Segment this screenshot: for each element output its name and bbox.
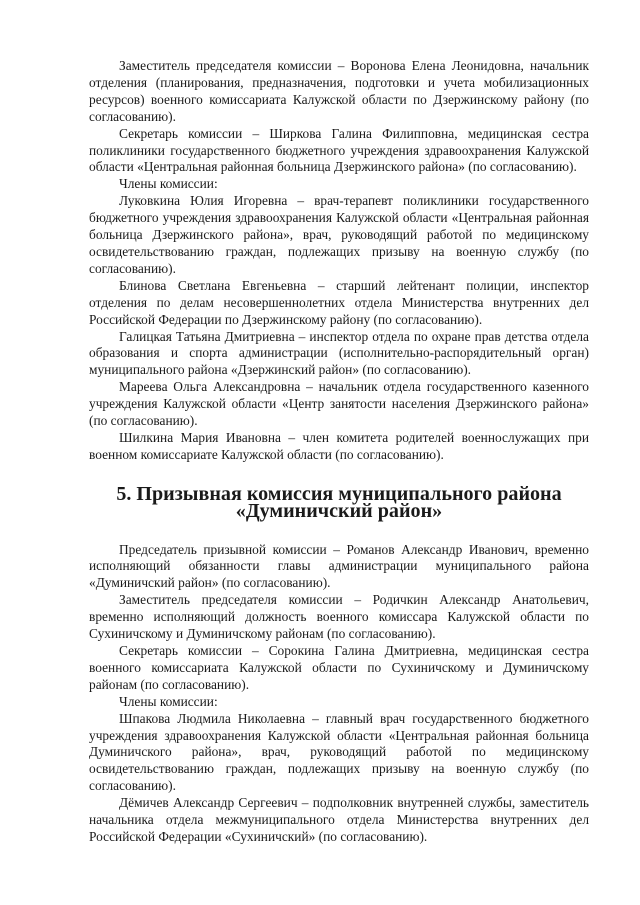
section-5-heading-line2: «Думиничский район» [235, 499, 443, 522]
paragraph-member-galitskaya: Галицкая Татьяна Дмитриевна – инспектор отдела по охране прав детства отдела образования и спорта администрации (исполнительно-распорядительный орган) муниципального района «Дзержинский район» (по согласованию). [89, 328, 589, 378]
paragraph-members-label: Члены комиссии: [119, 693, 218, 709]
section-5-heading [89, 482, 589, 522]
paragraph-member-shilkina: Шилкина Мария Ивановна – член комитета родителей военнослужащих при военном комиссариате Калужской области (по согласованию). [89, 429, 589, 462]
paragraph-deputy-chair: Заместитель председателя комиссии – Воронова Елена Леонидовна, начальник отделения (планирования, предназначения, подготовки и учета мобилизационных ресурсов) военного комиссариата Калужской области по Дзержинскому району (по согласованию). [89, 58, 589, 124]
paragraph-member-demichev: Дёмичев Александр Сергеевич – подполковник внутренней службы, заместитель начальника отдела межмуниципального отдела Министерства внутренних дел Российской Федерации «Сухиничский» (по согласованию). [89, 795, 589, 844]
paragraph-chair: Председатель призывной комиссии – Романов Александр Иванович, временно исполняющий обязанности главы администрации муниципального района «Думиничский район» (по согласованию). [89, 541, 589, 591]
document-page [89, 58, 589, 846]
paragraph-members-label: Члены комиссии: [119, 176, 218, 192]
paragraph-secretary: Секретарь комиссии – Сорокина Галина Дмитриевна, медицинская сестра военного комиссариата Калужской области по Сухиничскому и Думиничскому районам (по согласованию). [89, 643, 589, 692]
paragraph-member-mareeva: Мареева Ольга Александровна – начальник отдела государственного казенного учреждения Калужской области «Центр занятости населения Дзержинского района» (по согласованию). [89, 379, 589, 429]
paragraph-member-shpakova: Шпакова Людмила Николаевна – главный врач государственного бюджетного учреждения здравоохранения Калужской области «Центральная районная больница Думиничского района», врач, руководящий работой по медицинскому освидетельствованию граждан, подлежащих призыву на военную службу (по согласованию). [89, 710, 589, 794]
paragraph-secretary: Секретарь комиссии – Ширкова Галина Филипповна, медицинская сестра поликлиники государственного бюджетного учреждения здравоохранения Калужской области «Центральная районная больница Дзержинского района» (по согласованию). [89, 125, 589, 175]
section-5-heading-line1: 5. Призывная комиссия муниципального района [116, 482, 562, 505]
paragraph-deputy-chair: Заместитель председателя комиссии – Родичкин Александр Анатольевич, временно исполняющий должность военного комиссара Калужской области по Сухиничскому и Думиничскому районам (по согласованию). [89, 592, 589, 642]
section-5-body [89, 542, 589, 846]
paragraph-member-lukovkina: Луковкина Юлия Игоревна – врач-терапевт поликлиники государственного бюджетного учреждения здравоохранения Калужской области «Центральная районная больница Дзержинского района», врач, руководящий работой по медицинскому освидетельствованию граждан, подлежащих призыву на военную службу (по согласованию). [89, 193, 589, 276]
paragraph-member-blinova: Блинова Светлана Евгеньевна – старший лейтенант полиции, инспектор отделения по делам несовершеннолетних отдела Министерства внутренних дел Российской Федерации по Дзержинскому району (по согласованию). [89, 277, 589, 327]
section-4-body [89, 58, 589, 464]
